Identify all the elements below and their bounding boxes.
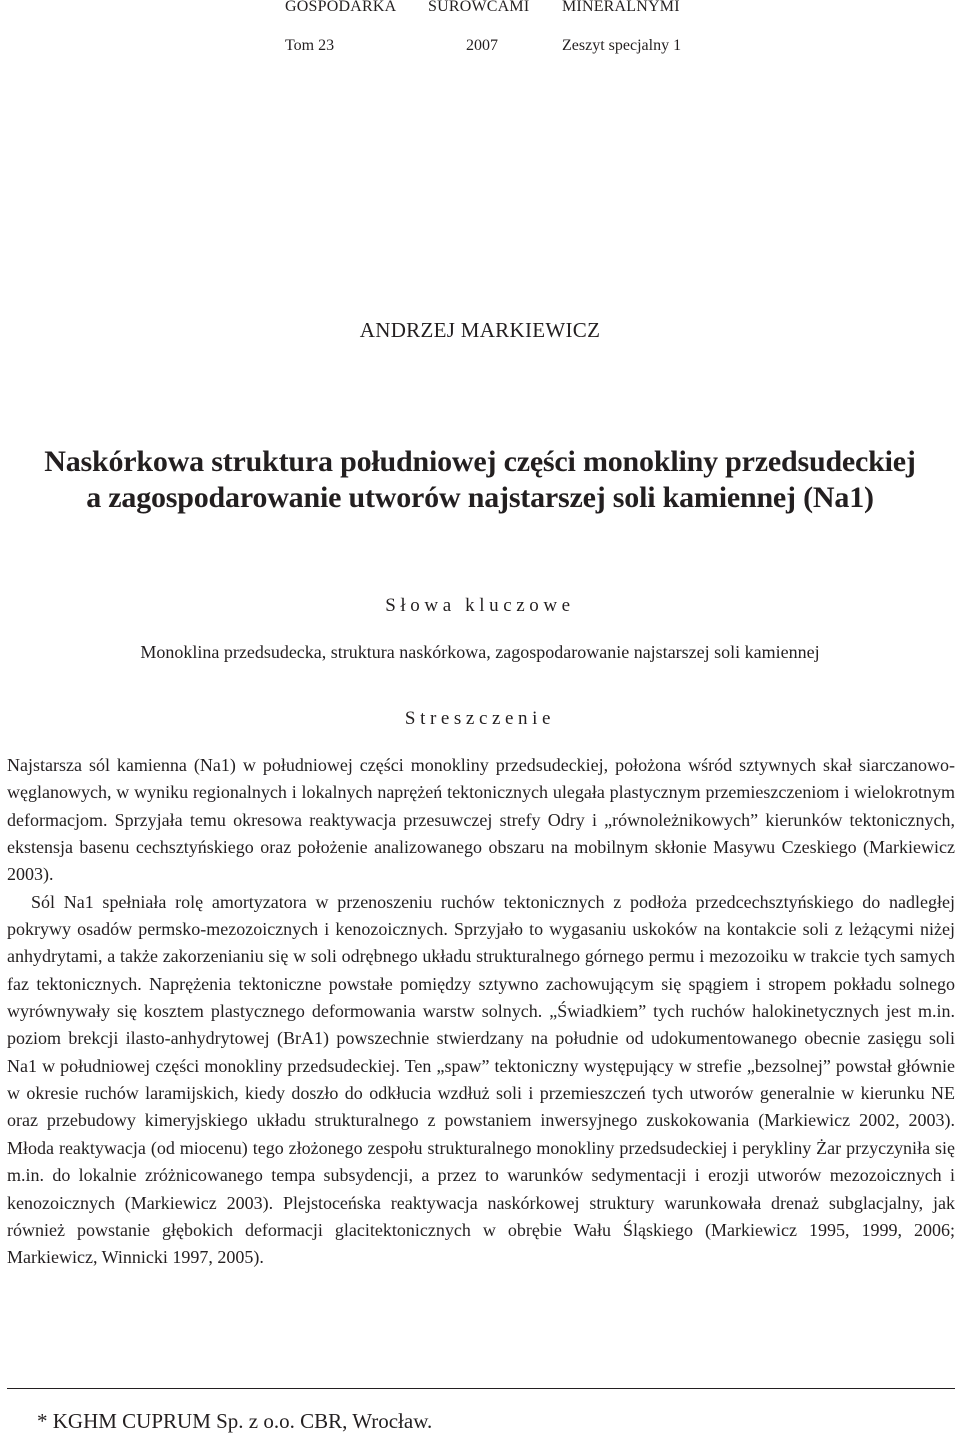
keywords-text: Monoklina przedsudecka, struktura naskórkowa, zagospodarowanie najstarszej soli kamiennej	[140, 642, 820, 662]
abstract-paragraph-2: Sól Na1 spełniała rolę amortyzatora w przenoszeniu ruchów tektonicznych z podłoża przedcechsztyńskiego do nadległej pokrywy osadów permsko-mezozoicznych i kenozoicznych. Sprzyjało to wygasaniu uskoków na kontakcie soli z leżącymi niżej anhydrytami, a także zakorzenianiu się w soli odrębnego układu strukturalnego górnego permu i mezozoiku w trakcie tych samych faz tektonicznych. Naprężenia tektoniczne powstałe pomiędzy sztywno zachowującym się spągiem i stropem pokładu solnego wyrównywały się kosztem plastycznego deformowania warstw solnych. „Świadkiem” tych ruchów halokinetycznych jest m.in. poziom brekcji ilasto-anhydrytowej (BrA1) powszechnie stwierdzany na południe od udokumentowanego obecnie zasięgu soli Na1 w południowej części monokliny przedsudeckiej. Ten „spaw” tektoniczny występujący w strefie „bezsolnej” powstał głównie w okresie ruchów laramijskich, kiedy doszło do odkłucia wzdłuż soli i przemieszczeń tych utworów generalnie w kierunku NE oraz przebudowy kimeryjskiego układu strukturalnego z powstaniem inwersyjnego zuskokowania (Markiewicz 2002, 2003). Młoda reaktywacja (od miocenu) tego złożonego zespołu strukturalnego monokliny przedsudeckiej i perykliny Żar przyczyniła się m.in. do lokalnie zróżnicowanego tempa subsydencji, a przez to warunków sedymentacji i erozji utworów mezozoicznych i kenozoicznych (Markiewicz 2003). Plejstoceńska reaktywacja naskórkowej struktury warunkowała drenaż subglacjalny, jak również powstanie głębokich deformacji glacitektonicznych w obrębie Wału Śląskiego (Markiewicz 1995, 1999, 2006; Markiewicz, Winnicki 1997, 2005).	[7, 891, 955, 1268]
volume-label: Tom 23	[285, 37, 335, 54]
abstract-heading: Streszczenie	[404, 708, 556, 729]
keywords-heading: Słowa kluczowe	[385, 595, 575, 616]
journal-name-word-2: SUROWCAMI	[428, 0, 530, 15]
abstract-paragraph-1: Najstarsza sól kamienna (Na1) w południowej części monokliny przedsudeckiej, położona wśród sztywnych skał siarczanowo-węglanowych, w wyniku regionalnych i lokalnych naprężeń tektonicznych ulegała plastycznym przemieszczeniom i wielokrotnym deformacjom. Sprzyjała temu okresowa reaktywacja przesuwczej strefy Odry i „równoleżnikowych” kierunków tektonicznych, ekstensja basenu cechsztyńskiego oraz położenie analizowanego obszaru na mobilnym skłonie Masywu Czeskiego (Markiewicz 2003).	[7, 755, 955, 885]
affiliation-footnote: * KGHM CUPRUM Sp. z o.o. CBR, Wrocław.	[37, 1409, 433, 1433]
issue-label: Zeszyt specjalny 1	[562, 37, 682, 54]
paper-title	[0, 444, 960, 516]
year-label: 2007	[466, 37, 498, 54]
footnote-divider	[7, 1388, 955, 1389]
abstract-body	[7, 752, 955, 1272]
title-line-2: a zagospodarowanie utworów najstarszej soli kamiennej (Na1)	[86, 481, 874, 514]
author-name: ANDRZEJ MARKIEWICZ	[359, 318, 601, 342]
title-line-1: Naskórkowa struktura południowej części monokliny przedsudeckiej	[44, 445, 916, 478]
journal-name-word-3: MINERALNYMI	[562, 0, 680, 15]
journal-name-word-1: GOSPODARKA	[285, 0, 397, 15]
